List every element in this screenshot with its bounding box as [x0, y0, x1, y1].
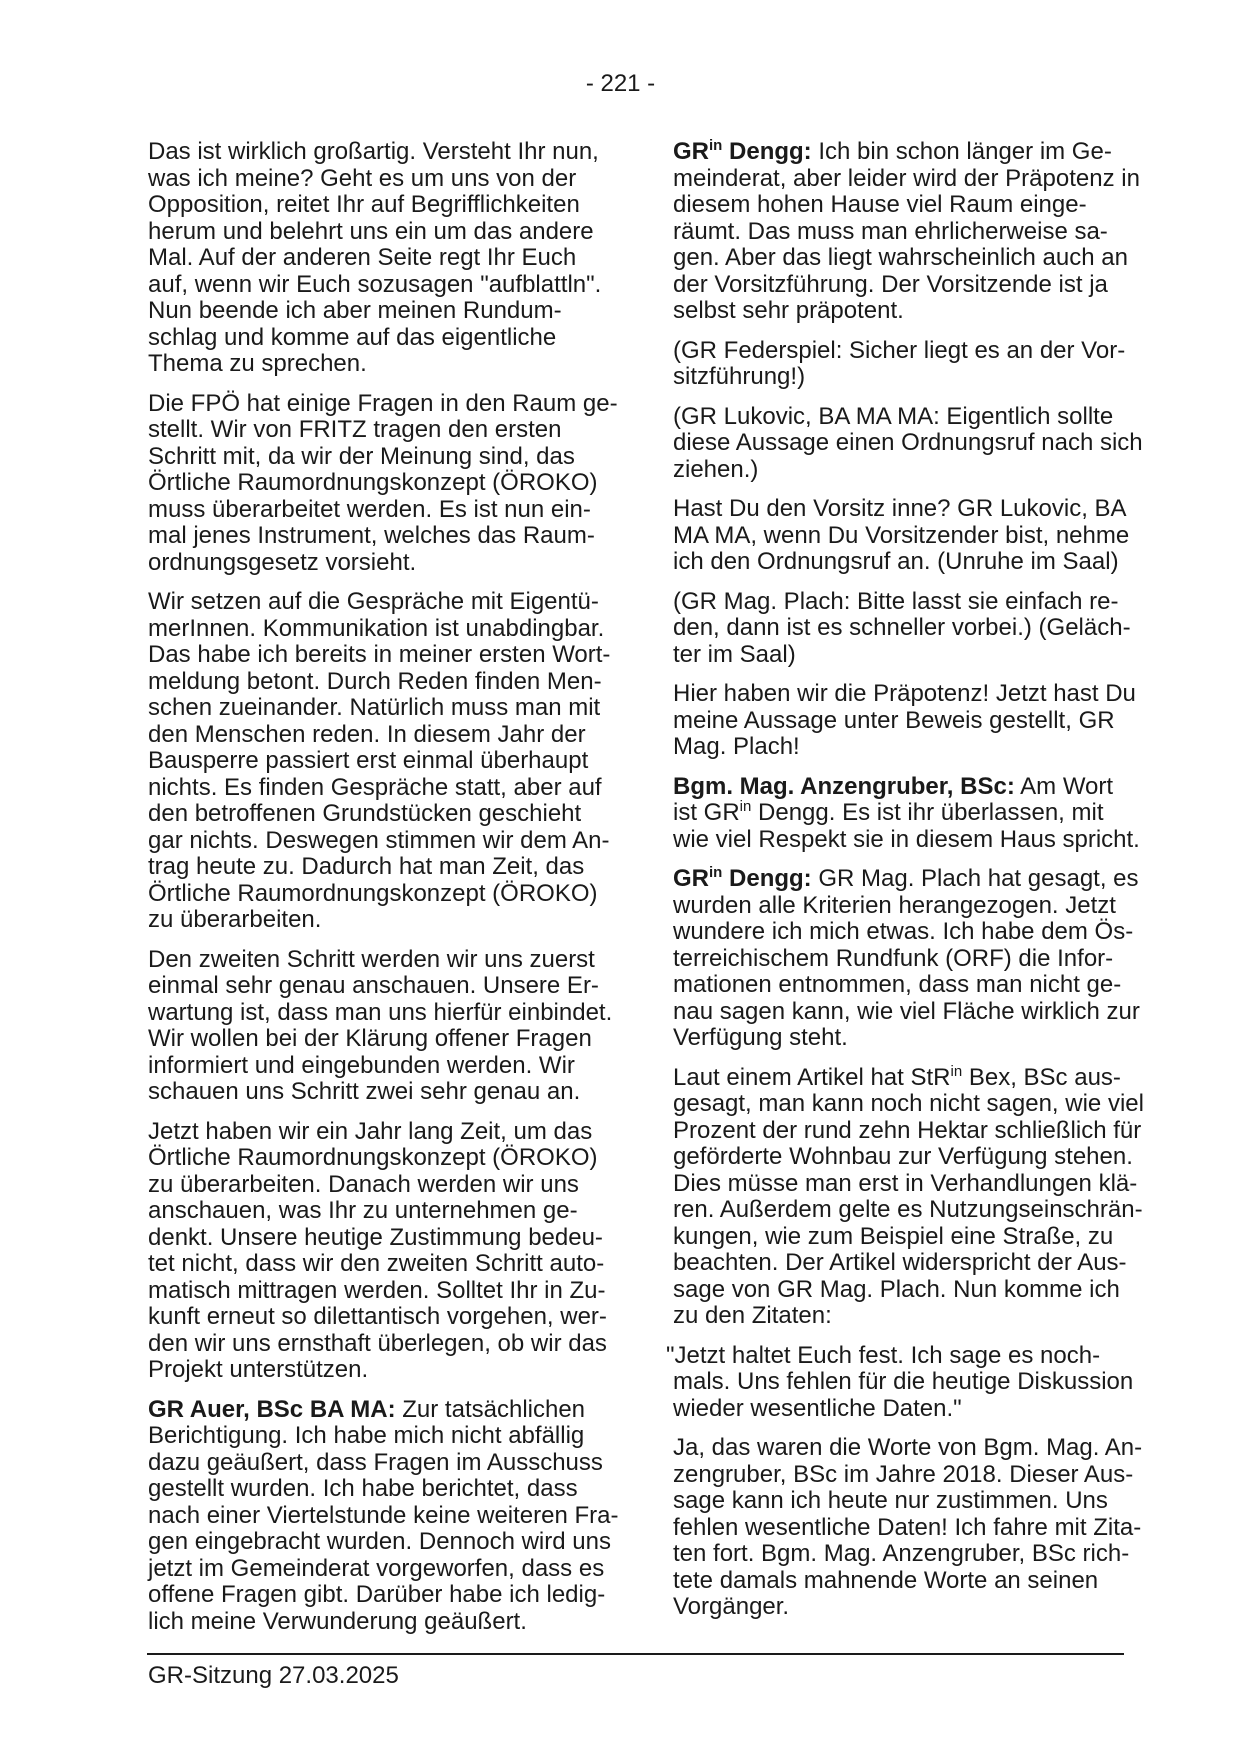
paragraph: Hast Du den Vorsitz inne? GR Lukovic, BA MA MA, wenn Du Vorsitzender bist, nehme ich den Ordnungsruf an. (Unruhe im Saal): [673, 495, 1130, 575]
speech-paragraph: Bgm. Mag. Anzengruber, BSc: Am Wort ist $GR^{in}$ Dengg. Es ist ihr überlassen, mit wie viel Respekt sie in diesem Haus spricht.: [673, 772, 1140, 853]
speech-paragraph: GR Auer, BSc BA MA: Zur tatsächlichen Berichtigung. Ich habe mich nicht abfällig dazu geäußert, dass Fragen im Ausschuss gestellt wurden. Ich habe berichtet, dass nach einer Viertelstunde keine weiteren Fra- gen eingebracht wurden. Dennoch wird uns jetzt im Gemeinderat vorgeworfen, dass es offene Fragen gibt. Darüber habe ich ledig- lich meine Verwunderung geäußert.: [148, 1395, 619, 1635]
superscript-suffix: in: [739, 798, 752, 815]
column-right: [666, 137, 1153, 1648]
paragraph: Laut einem Artikel hat StR$^{in}$ Bex, BSc aus- gesagt, man kann noch nicht sagen, wie viel Prozent der rund zehn Hektar schließlich für geförderte Wohnbau zur Verfügung stehen. Dies müsse man erst in Verhandlungen klä- ren. Außerdem gelte es Nutzungseinschrän- kungen, wie zum Beispiel eine Straße, zu beachten. Der Artikel widerspricht der Aus- sage von GR Mag. Plach. Nun komme ich zu den Zitaten:: [673, 1062, 1144, 1329]
paragraph: (GR Mag. Plach: Bitte lasst sie einfach re- den, dann ist es schneller vorbei.) (Geläch- ter im Saal): [673, 587, 1131, 668]
column-left: [148, 139, 628, 1648]
superscript-suffix: in: [950, 1062, 963, 1080]
paragraph: Die FPÖ hat einige Fragen in den Raum ge- stellt. Wir von FRITZ tragen den ersten Schritt mit, da wir der Meinung sind, das Örtliche Raumordnungskonzept (ÖROKO) muss überarbeitet werden. Es ist nun ein- mal jenes Instrument, welches das Raum- ordnungsgesetz vorsieht.: [148, 389, 618, 576]
paragraph: Wir setzen auf die Gespräche mit Eigentü- merInnen. Kommunikation ist unabdingbar. Das habe ich bereits in meiner ersten Wort- meldung betont. Durch Reden finden Men- schen zueinander. Natürlich muss man mit den Menschen reden. In diesem Jahr der Bausperre passiert erst einmal überhaupt nichts. Es finden Gespräche statt, aber auf den betroffenen Grundstücken geschieht gar nichts. Deswegen stimmen wir dem An- trag heute zu. Dadurch hat man Zeit, das Örtliche Raumordnungskonzept (ÖROKO) zu überarbeiten.: [148, 588, 611, 933]
footer-divider: [147, 1653, 1124, 1655]
footer-text: GR-Sitzung 27.03.2025: [148, 1662, 399, 1689]
paragraph: Den zweiten Schritt werden wir uns zuerst einmal sehr genau anschauen. Unsere Er- wartung ist, dass man uns hierfür einbindet. Wir wollen bei der Klärung offener Fragen informiert und eingebunden werden. Wir schauen uns Schritt zwei sehr genau an.: [148, 945, 613, 1105]
paragraph: "Jetzt haltet Euch fest. Ich sage es noch- mals. Uns fehlen für die heutige Diskussion wieder wesentliche Daten.": [666, 1341, 1134, 1422]
speaker-name: $GR^{in}$ Dengg:: [673, 137, 812, 165]
paragraph: (GR Lukovic, BA MA MA: Eigentlich sollte diese Aussage einen Ordnungsruf nach sich ziehen.): [673, 402, 1143, 483]
speech-paragraph: $GR^{in}$ Dengg: GR Mag. Plach hat gesagt, es wurden alle Kriterien herangezogen. Jetzt wundere ich mich etwas. Ich habe dem Ös- terreichischem Rundfunk (ORF) die Infor- mationen entnommen, dass man nicht ge- nau sagen kann, wie viel Fläche wirklich zur Verfügung steht.: [673, 864, 1140, 1051]
text-columns: [148, 139, 1153, 1648]
speaker-name: Bgm. Mag. Anzengruber, BSc:: [673, 772, 1015, 800]
speaker-name: GR Auer, BSc BA MA:: [148, 1395, 396, 1423]
paragraph: Das ist wirklich großartig. Versteht Ihr nun, was ich meine? Geht es um uns von der Opposition, reitet Ihr auf Begrifflichkeiten herum und belehrt uns ein um das andere Mal. Auf der anderen Seite regt Ihr Euch auf, wenn wir Euch sozusagen "aufblattln". Nun beende ich aber meinen Rundum- schlag und komme auf das eigentliche Thema zu sprechen.: [148, 138, 602, 377]
paragraph: (GR Federspiel: Sicher liegt es an der Vor- sitzführung!): [673, 336, 1126, 390]
paragraph: Ja, das waren die Worte von Bgm. Mag. An- zengruber, BSc im Jahre 2018. Dieser Aus- sage kann ich heute nur zustimmen. Uns fehlen wesentliche Daten! Ich fahre mit Zita- ten fort. Bgm. Mag. Anzengruber, BSc rich- tete damals mahnende Worte an seinen Vorgänger.: [673, 1434, 1143, 1620]
page-number: - 221 -: [585, 70, 656, 97]
speech-paragraph: $GR^{in}$ Dengg: Ich bin schon länger im Ge- meinderat, aber leider wird der Präpotenz in diesem hohen Hause viel Raum einge- räumt. Das muss man ehrlicherweise sa- gen. Aber das liegt wahrscheinlich auch an der Vorsitzführung. Der Vorsitzende ist ja selbst sehr präpotent.: [673, 137, 1140, 324]
superscript-suffix: in: [709, 864, 723, 881]
paragraph: Jetzt haben wir ein Jahr lang Zeit, um das Örtliche Raumordnungskonzept (ÖROKO) zu überarbeiten. Danach werden wir uns anschauen, was Ihr zu unternehmen ge- denkt. Unsere heutige Zustimmung bedeu- tet nicht, dass wir den zweiten Schritt auto- matisch mittragen werden. Solltet Ihr in Zu- kunft erneut so dilettantisch vorgehen, wer- den wir uns ernsthaft überlegen, ob wir das Projekt unterstützen.: [148, 1117, 607, 1383]
paragraph: Hier haben wir die Präpotenz! Jetzt hast Du meine Aussage unter Beweis gestellt, GR Mag. Plach!: [673, 680, 1136, 760]
speaker-name: $GR^{in}$ Dengg:: [673, 864, 812, 892]
superscript-suffix: in: [709, 137, 723, 154]
